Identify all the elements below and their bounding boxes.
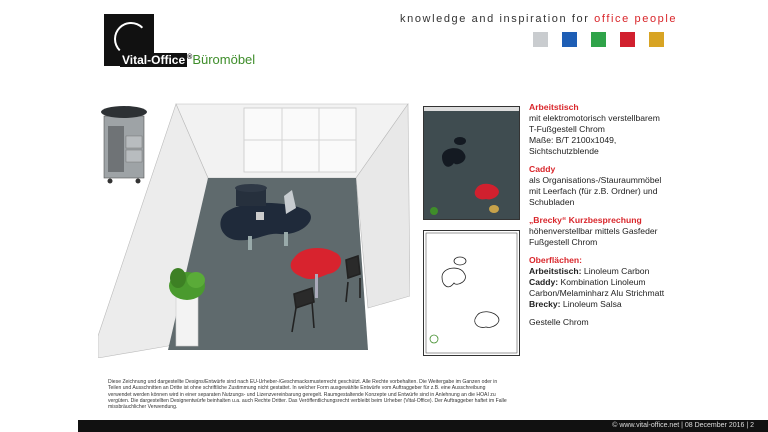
brecky-line: Fußgestell Chrom [529, 237, 598, 247]
gestelle-note: Gestelle Chrom [529, 317, 589, 327]
footer-text: © www.vital-office.net | 08 December 2016 | 2 [612, 422, 754, 429]
tagline-main: knowledge and inspiration for [400, 13, 595, 25]
section-brecky [529, 215, 739, 248]
tagline [400, 13, 677, 25]
logo-suffix: Büromöbel [192, 52, 256, 67]
heading-brecky: „Brecky“ Kurzbesprechung [529, 215, 642, 225]
room-rendering [98, 96, 410, 358]
surface-line: Brecky: Linoleum Salsa [529, 299, 622, 309]
swatch-gold [649, 32, 664, 47]
product-description [529, 102, 739, 328]
arbeitstisch-line: mit elektromotorisch verstellbarem [529, 113, 660, 123]
caddy-unit [101, 106, 147, 184]
logo-registered: ® [187, 54, 193, 61]
arbeitstisch-line: Sichtschutzblende [529, 146, 599, 156]
arbeitstisch-line: T-Fußgestell Chrom [529, 124, 605, 134]
swatch-red [620, 32, 635, 47]
heading-oberflaechen: Oberflächen: [529, 255, 583, 265]
swatch-chrome [533, 32, 548, 47]
surface-line: Carbon/Melaminharz Alu Strichmatt [529, 288, 665, 298]
brand-logo [104, 14, 264, 68]
top-view-color [423, 106, 520, 220]
logo-wordmark [120, 52, 255, 67]
swatch-green [591, 32, 606, 47]
caddy-line: als Organisations-/Stauraummöbel [529, 175, 662, 185]
surface-line: Caddy: Kombination Linoleum [529, 277, 646, 287]
logo-brand: Vital-Office [122, 53, 186, 67]
footer-bar [78, 420, 768, 432]
heading-caddy: Caddy [529, 164, 556, 174]
caddy-line: mit Leerfach (für z.B. Ordner) und [529, 186, 658, 196]
heading-arbeitstisch: Arbeitstisch [529, 102, 579, 112]
section-caddy [529, 164, 739, 208]
top-view-plan [423, 230, 520, 356]
arbeitstisch-line: Maße: B/T 2100x1049, [529, 135, 617, 145]
section-oberflaechen [529, 255, 739, 310]
section-arbeitstisch [529, 102, 739, 157]
surface-line: Arbeitstisch: Linoleum Carbon [529, 266, 650, 276]
caddy-line: Schubladen [529, 197, 575, 207]
swatch-blue [562, 32, 577, 47]
copyright-disclaimer: Diese Zeichnung und dargestellte Designs/Entwürfe sind nach EU-Urheber-/Geschmacksmusterrecht geschützt. Alle Rechte vorbehalten. Die Weitergabe im Ganzen oder in Teilen und Ausschnitten an Dritte ist ohne schriftliche Zustimmung nicht gestattet. In welcher Form ausgewählte Entwürfe vom Auftraggeber für z.B. eine Ausschreibung verwendet werden können wird in einer separaten Nutzungs- und Lizenzvereinbarung geregelt. Raumgestaltende Konzepte und Entwürfe sind in Anlehnung an die HOAI zu vergüten. Die dargestellten Designentwürfe beinhalten u.a. auch Rechte Dritter. Das Veröffentlichungsrecht verbleibt beim Urheber (Vital-Office). Der Auftraggeber haftet im Falle missbräuchlicher Verwendung. [108, 379, 507, 411]
brecky-line: höhenverstellbar mittels Gasfeder [529, 226, 658, 236]
tagline-accent: office people [594, 13, 678, 25]
